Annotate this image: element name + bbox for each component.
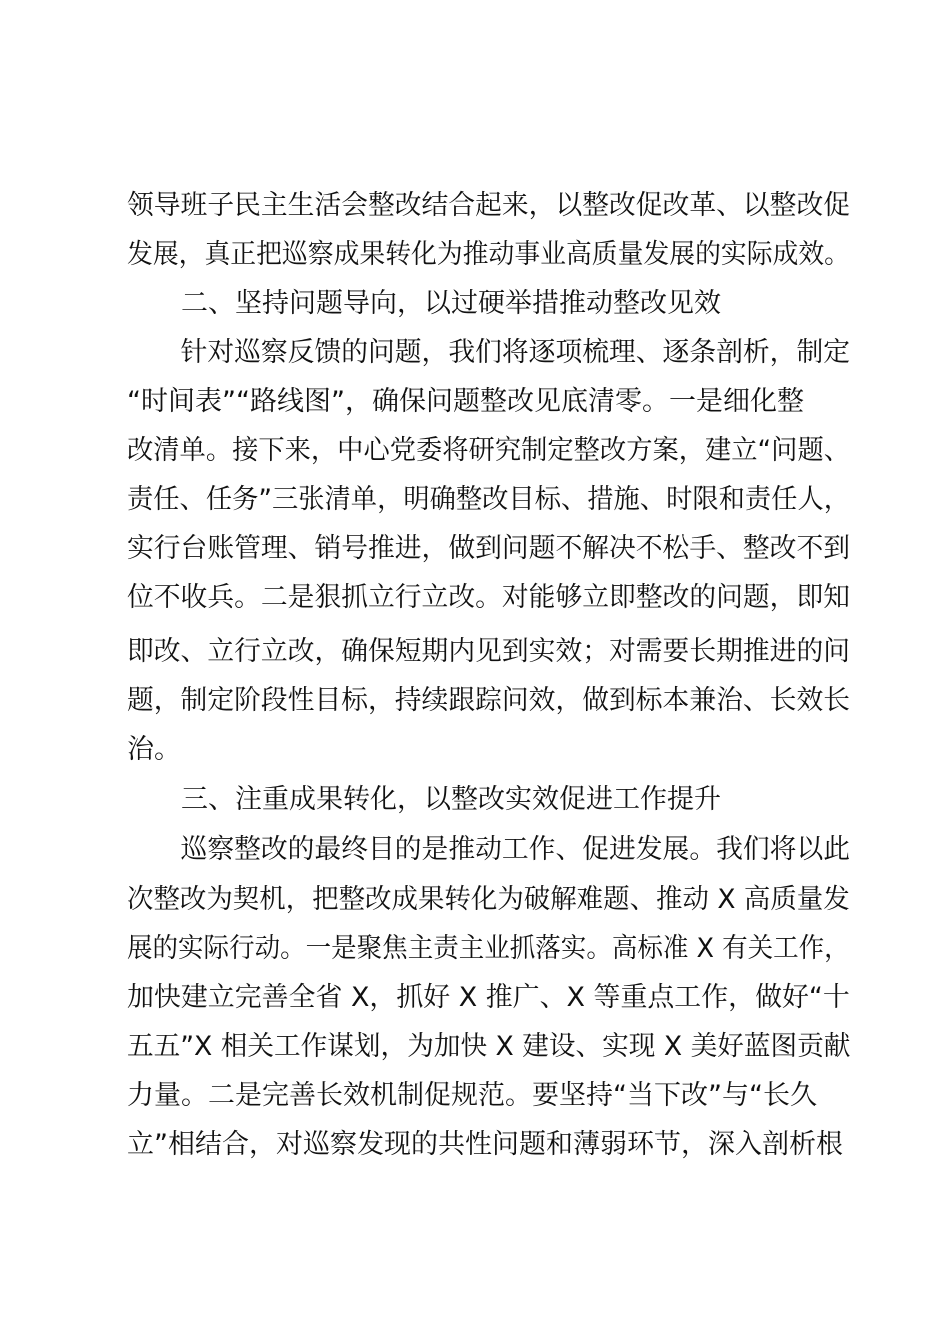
body-text-line: 展的实际行动。一是聚焦主责主业抓落实。高标准 X 有关工作， bbox=[127, 933, 850, 964]
body-text-line: 责任、任务”三张清单，明确整改目标、措施、时限和责任人， bbox=[127, 484, 850, 515]
body-text-line: “时间表”“路线图”，确保问题整改见底清零。一是细化整 bbox=[127, 386, 804, 417]
body-text-line: 针对巡察反馈的问题，我们将逐项梳理、逐条剖析，制定 bbox=[127, 337, 850, 368]
body-text-line: 领导班子民主生活会整改结合起来，以整改促改革、以整改促 bbox=[127, 190, 850, 221]
body-text-line: 立”相结合，对巡察发现的共性问题和薄弱环节，深入剖析根 bbox=[127, 1129, 843, 1160]
body-text-line: 加快建立完善全省 X，抓好 X 推广、X 等重点工作，做好“十 bbox=[127, 982, 850, 1013]
section-heading-2: 二、坚持问题导向，以过硬举措推动整改见效 bbox=[127, 288, 721, 319]
body-text-line: 实行台账管理、销号推进，做到问题不解决不松手、整改不到 bbox=[127, 533, 850, 564]
body-text-line: 治。 bbox=[127, 734, 181, 765]
body-text-line: 巡察整改的最终目的是推动工作、促进发展。我们将以此 bbox=[127, 834, 850, 865]
body-text-line: 发展，真正把巡察成果转化为推动事业高质量发展的实际成效。 bbox=[127, 239, 850, 270]
section-heading-3: 三、注重成果转化，以整改实效促进工作提升 bbox=[127, 784, 721, 815]
body-text-line: 五五”X 相关工作谋划，为加快 X 建设、实现 X 美好蓝图贡献 bbox=[127, 1031, 851, 1062]
body-text-line: 位不收兵。二是狠抓立行立改。对能够立即整改的问题，即知 bbox=[127, 582, 850, 613]
body-text-line: 改清单。接下来，中心党委将研究制定整改方案，建立“问题、 bbox=[127, 435, 850, 466]
body-text-line: 即改、立行立改，确保短期内见到实效；对需要长期推进的问 bbox=[127, 636, 850, 667]
body-text-line: 次整改为契机，把整改成果转化为破解难题、推动 X 高质量发 bbox=[127, 884, 850, 915]
body-text-line: 力量。二是完善长效机制促规范。要坚持“当下改”与“长久 bbox=[127, 1080, 817, 1111]
body-text-line: 题，制定阶段性目标，持续跟踪问效，做到标本兼治、长效长 bbox=[127, 685, 850, 716]
